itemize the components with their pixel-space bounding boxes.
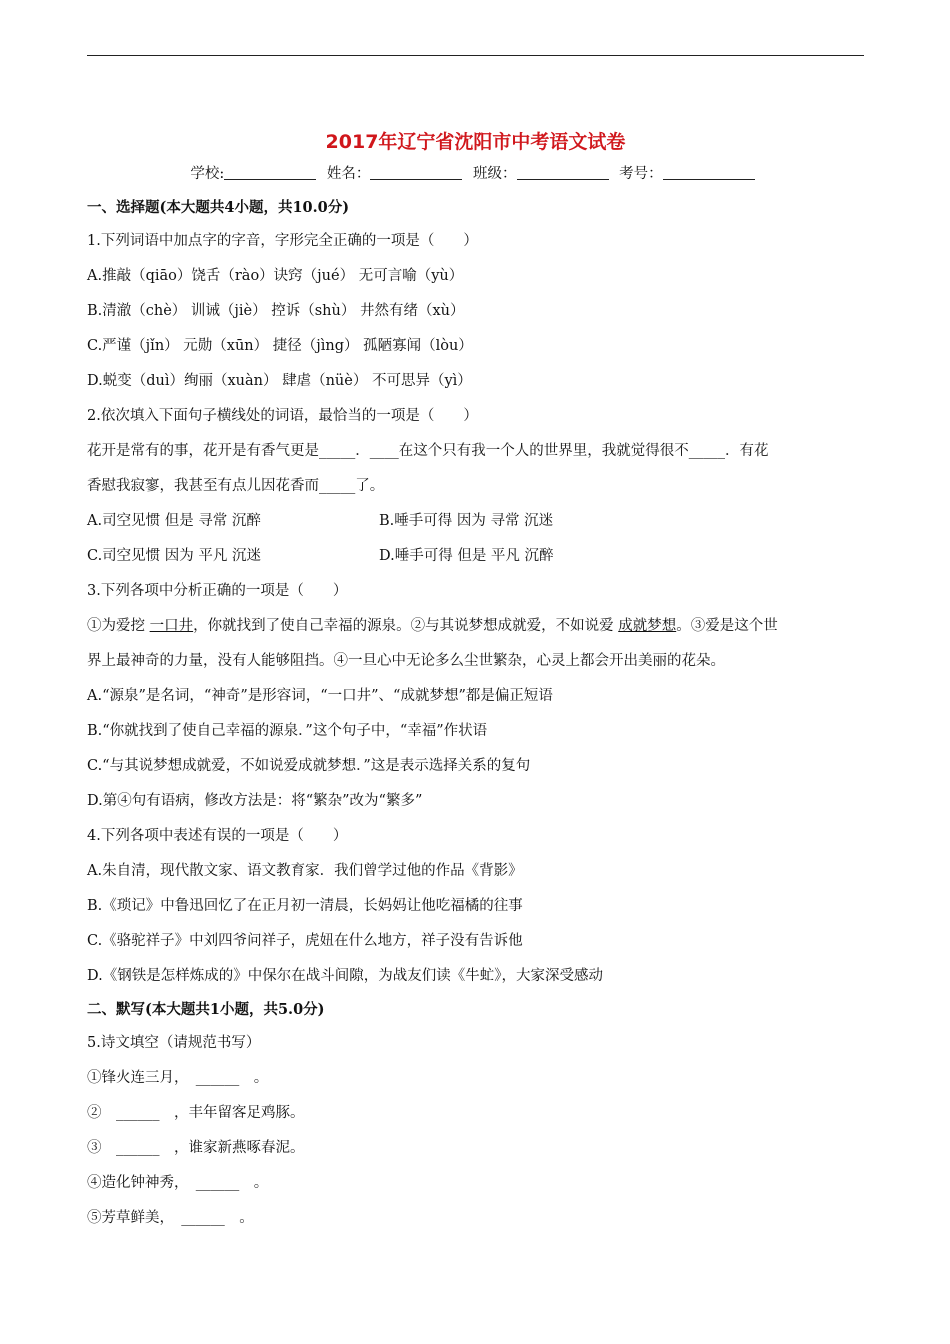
school-blank xyxy=(224,165,316,180)
q3-option-a: A.“源泉”是名词，“神奇”是形容词，“一口井”、“成就梦想”都是偏正短语 xyxy=(87,688,553,704)
q3-passage-part-c: 。③爱是这个世 xyxy=(676,618,778,634)
name-blank xyxy=(370,165,462,180)
q2-option-a: A.司空见惯 但是 寻常 沉醉 xyxy=(87,513,261,529)
q3-underlined-phrase-1: 一口井 xyxy=(149,618,194,634)
q2-options-row-2 xyxy=(87,539,864,574)
q1-option-d: D.蜕变（duì）绚丽（xuàn） 肆虐（nüè） 不可思异（yì） xyxy=(87,373,472,389)
q3-passage-part-b: ，你就找到了使自己幸福的源泉。②与其说梦想成就爱，不如说爱 xyxy=(193,618,619,634)
q2-passage-line-2: 香慰我寂寥，我甚至有点儿因花香而_____了。 xyxy=(87,478,385,494)
q1-stem: 1.下列词语中加点字的字音，字形完全正确的一项是（ ） xyxy=(87,233,478,249)
q2-stem: 2.依次填入下面句子横线处的词语，最恰当的一项是（ ） xyxy=(87,408,478,424)
page-title: 2017年辽宁省沈阳市中考语文试卷 xyxy=(325,131,626,153)
header-rule xyxy=(87,55,864,56)
q4-option-d: D.《钢铁是怎样炼成的》中保尔在战斗间隙，为战友们读《牛虻》，大家深受感动 xyxy=(87,968,603,984)
q3-passage-line-1 xyxy=(87,609,864,644)
q2-option-b: B.唾手可得 因为 寻常 沉迷 xyxy=(379,513,554,529)
class-label: 班级： xyxy=(473,166,517,182)
q4-stem: 4.下列各项中表述有误的一项是（ ） xyxy=(87,828,348,844)
q2-option-c: C.司空见惯 因为 平凡 沉迷 xyxy=(87,548,262,564)
number-blank xyxy=(663,165,755,180)
section-heading-1: 一、选择题(本大题共4小题，共10.0分) xyxy=(87,199,350,216)
q3-option-c: C.“与其说梦想成就爱，不如说爱成就梦想．”这是表示选择关系的复句 xyxy=(87,758,531,774)
q3-passage-line-2: 界上最神奇的力量，没有人能够阻挡。④一旦心中无论多么尘世繁杂，心灵上都会开出美丽的花朵。 xyxy=(87,653,725,669)
exam-page xyxy=(87,118,864,1236)
q5-line-3: ③ ______ ，谁家新燕啄春泥。 xyxy=(87,1140,305,1156)
student-info xyxy=(87,162,864,186)
q3-stem: 3.下列各项中分析正确的一项是（ ） xyxy=(87,583,348,599)
school-label: 学校: xyxy=(190,166,225,182)
q3-underlined-phrase-2: 成就梦想 xyxy=(618,618,677,634)
q4-option-c: C.《骆驼祥子》中刘四爷问祥子，虎妞在什么地方，祥子没有告诉他 xyxy=(87,933,523,949)
q4-option-a: A.朱自清，现代散文家、语文教育家．我们曾学过他的作品《背影》 xyxy=(87,863,523,879)
section-heading-2: 二、默写(本大题共1小题，共5.0分) xyxy=(87,1001,325,1018)
q1-option-b: B.清澈（chè） 训诫（jiè） 控诉（shù） 井然有绪（xù） xyxy=(87,303,465,319)
name-label: 姓名： xyxy=(326,166,371,182)
q3-option-b: B.“你就找到了使自己幸福的源泉．”这个句子中，“幸福”作状语 xyxy=(87,723,488,739)
q5-line-2: ② ______ ，丰年留客足鸡豚。 xyxy=(87,1105,305,1121)
q5-line-1: ①锋火连三月， ______ 。 xyxy=(87,1070,269,1086)
q2-option-d: D.唾手可得 但是 平凡 沉醉 xyxy=(379,548,554,564)
q5-stem: 5.诗文填空（请规范书写） xyxy=(87,1035,261,1051)
q2-options-row-1 xyxy=(87,504,864,539)
q2-passage-line-1: 花开是常有的事，花开是有香气更是_____．____在这个只有我一个人的世界里，我就觉得很不_____．有花 xyxy=(87,443,769,459)
q5-line-4: ④造化钟神秀， ______ 。 xyxy=(87,1175,269,1191)
q4-option-b: B.《琐记》中鲁迅回忆了在正月初一清晨，长妈妈让他吃福橘的往事 xyxy=(87,898,523,914)
q3-option-d: D.第④句有语病，修改方法是：将“繁杂”改为“繁多” xyxy=(87,793,423,809)
q3-passage-part-a: ①为爱挖 xyxy=(87,618,150,634)
number-label: 考号： xyxy=(619,166,663,182)
class-blank xyxy=(517,165,609,180)
q1-option-a: A.推敲（qiāo）饶舌（rào）诀窍（jué） 无可言喻（yù） xyxy=(87,268,464,284)
q1-option-c: C.严谨（jǐn） 元勋（xūn） 捷径（jìng） 孤陋寡闻（lòu） xyxy=(87,338,473,354)
q5-line-5: ⑤芳草鲜美， ______ 。 xyxy=(87,1210,254,1226)
